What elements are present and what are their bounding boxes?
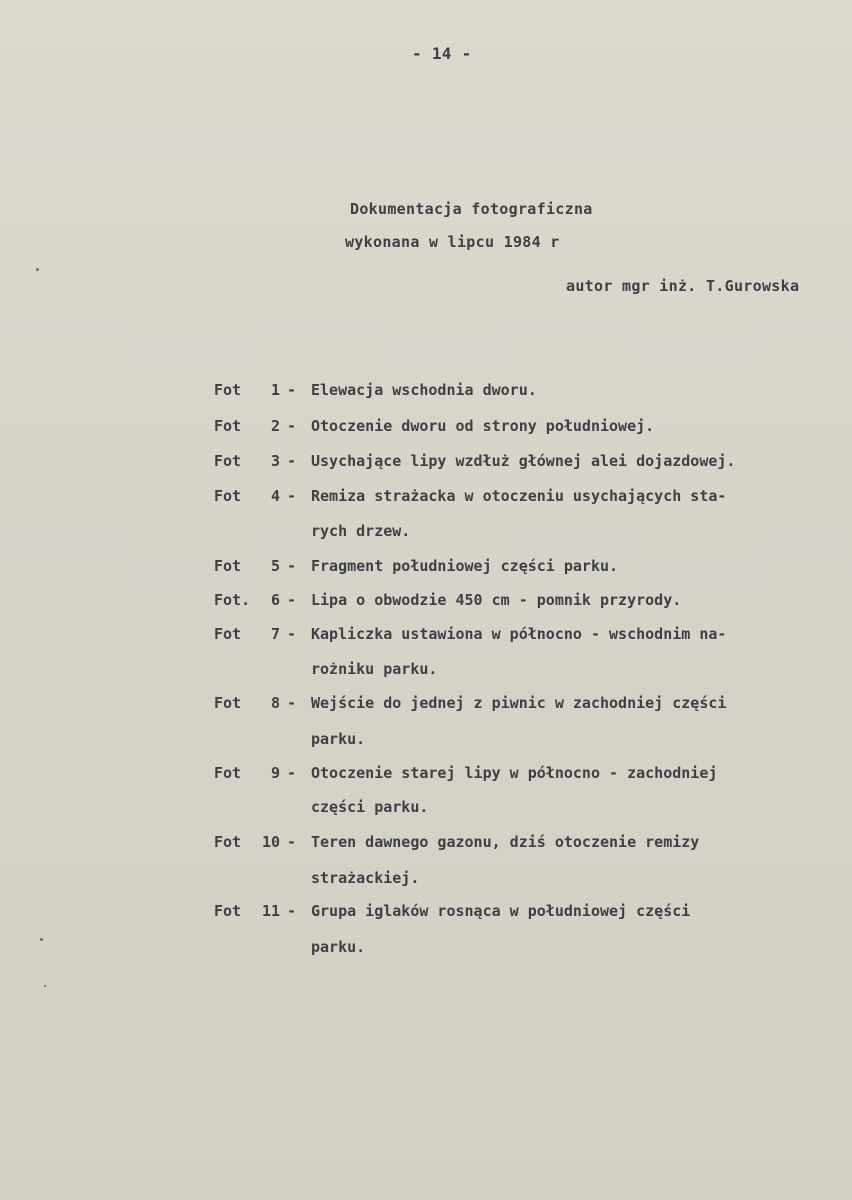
entry-separator: -: [287, 625, 297, 643]
entry-description: Kapliczka ustawiona w północno - wschodnim na-: [311, 625, 727, 643]
entry-label: Fot: [214, 381, 242, 399]
entry-number: 2: [270, 417, 280, 435]
entry-label: Fot: [214, 487, 242, 505]
entry-description-continuation: części parku.: [311, 798, 429, 816]
author-line: autor mgr inż. T.Gurowska: [566, 277, 800, 295]
entry-number: 9: [270, 764, 280, 782]
paper-speck: [36, 268, 39, 271]
entry-number: 10: [262, 833, 281, 851]
entry-number: 3: [270, 452, 280, 470]
entry-separator: -: [287, 381, 297, 399]
entry-separator: -: [287, 694, 297, 712]
entry-description: Otoczenie starej lipy w północno - zachodniej: [311, 764, 718, 782]
entry-separator: -: [287, 452, 297, 470]
entry-number: 8: [270, 694, 280, 712]
entry-label: Fot: [214, 902, 242, 920]
entry-label: Fot: [214, 417, 242, 435]
entry-label: Fot: [214, 557, 242, 575]
entry-description: Teren dawnego gazonu, dziś otoczenie remizy: [311, 833, 700, 851]
entry-description-continuation: parku.: [311, 938, 366, 956]
entry-number: 4: [270, 487, 280, 505]
entry-number: 6: [270, 591, 280, 609]
entry-description-continuation: rożniku parku.: [311, 660, 438, 678]
page-number: - 14 -: [412, 44, 472, 63]
entry-description: Usychające lipy wzdłuż głównej alei dojazdowej.: [311, 452, 736, 470]
entry-number: 11: [262, 902, 281, 920]
entry-description-continuation: strażackiej.: [311, 869, 420, 887]
entry-description: Remiza strażacka w otoczeniu usychających sta-: [311, 487, 727, 505]
entry-number: 1: [270, 381, 280, 399]
entry-description-continuation: parku.: [311, 730, 366, 748]
entry-label: Fot: [214, 625, 242, 643]
entry-separator: -: [287, 417, 297, 435]
entry-separator: -: [287, 487, 297, 505]
entry-description: Grupa iglaków rosnąca w południowej części: [311, 902, 691, 920]
paper-speck: [40, 938, 43, 941]
entry-description: Wejście do jednej z piwnic w zachodniej części: [311, 694, 727, 712]
entry-number: 7: [270, 625, 280, 643]
paper-speck: [44, 985, 46, 987]
document-subtitle: wykonana w lipcu 1984 r: [345, 233, 560, 251]
entry-separator: -: [287, 902, 297, 920]
entry-description: Lipa o obwodzie 450 cm - pomnik przyrody.: [311, 591, 682, 609]
entry-number: 5: [270, 557, 280, 575]
entry-separator: -: [287, 591, 297, 609]
entry-separator: -: [287, 833, 297, 851]
entry-description: Otoczenie dworu od strony południowej.: [311, 417, 655, 435]
entry-description: Elewacja wschodnia dworu.: [311, 381, 537, 399]
entry-separator: -: [287, 557, 297, 575]
document-title: Dokumentacja fotograficzna: [350, 200, 593, 218]
entry-label: Fot: [214, 452, 242, 470]
entry-label: Fot: [214, 764, 242, 782]
entry-label: Fot: [214, 833, 242, 851]
entry-description-continuation: rych drzew.: [311, 522, 411, 540]
entry-description: Fragment południowej części parku.: [311, 557, 619, 575]
entry-label: Fot.: [214, 591, 251, 609]
entry-separator: -: [287, 764, 297, 782]
entry-label: Fot: [214, 694, 242, 712]
